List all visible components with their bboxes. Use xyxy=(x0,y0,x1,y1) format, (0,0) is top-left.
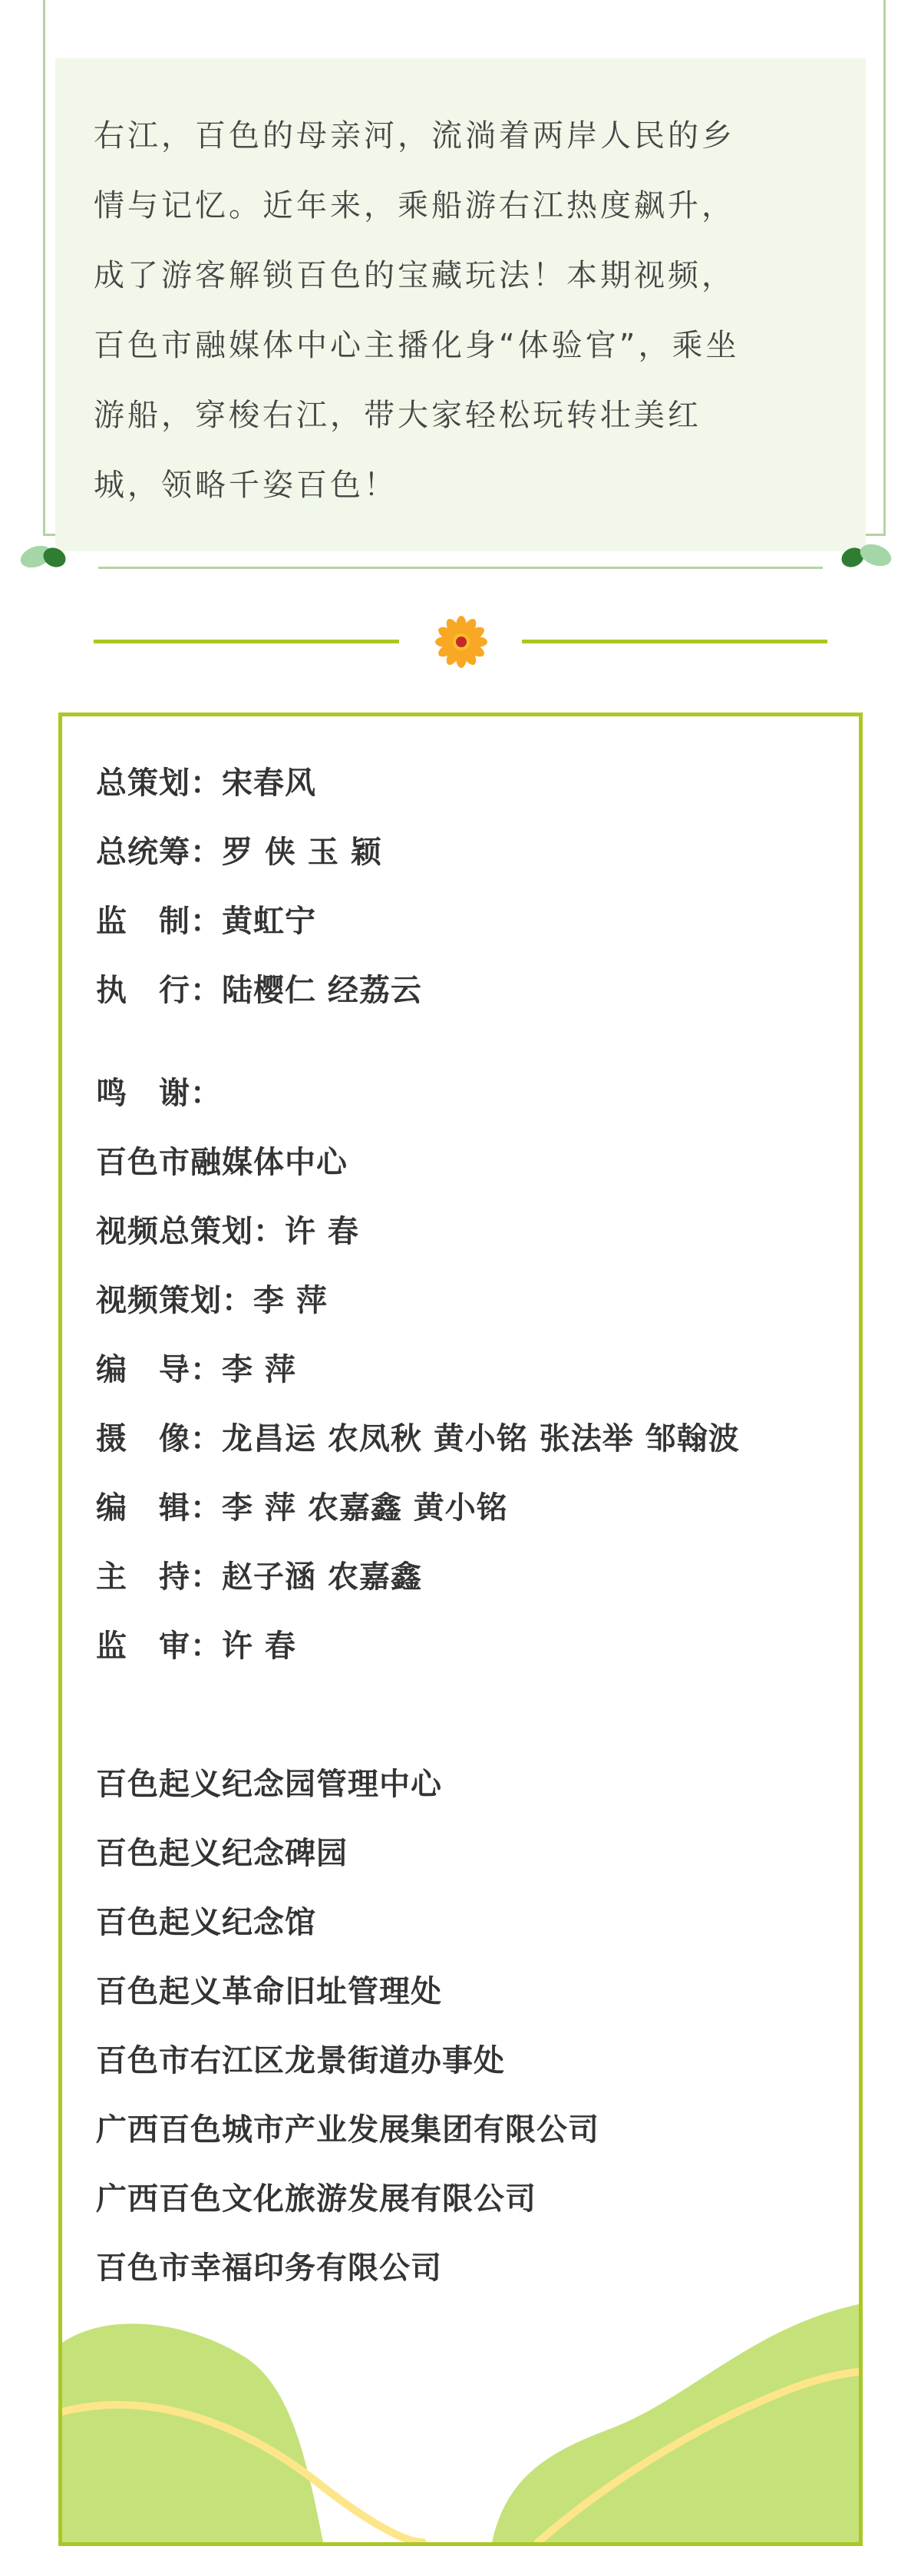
intro-line: 情与记忆。近年来，乘船游右江热度飙升， xyxy=(94,188,735,223)
organization-line: 百色市右江区龙景街道办事处 xyxy=(96,2043,505,2078)
credit-line: 百色市融媒体中心 xyxy=(96,1145,348,1180)
credit-line: 总策划：宋春风 xyxy=(96,766,316,801)
organization-line: 广西百色文化旅游发展有限公司 xyxy=(96,2181,536,2217)
landscape-decoration xyxy=(62,2297,859,2542)
organization-line: 广西百色城市产业发展集团有限公司 xyxy=(96,2112,599,2148)
intro-paragraph xyxy=(94,101,827,521)
credit-line: 监 制：黄虹宁 xyxy=(96,904,316,939)
credits-card xyxy=(58,713,863,2546)
credit-line: 编 辑：李 萍 农嘉鑫 黄小铭 xyxy=(96,1490,508,1526)
credit-line: 主 持：赵子涵 农嘉鑫 xyxy=(96,1559,422,1595)
credit-line: 总统筹：罗 侠 玉 颖 xyxy=(96,835,382,870)
credit-line: 鸣 谢： xyxy=(96,1076,222,1111)
intro-line: 右江，百色的母亲河，流淌着两岸人民的乡 xyxy=(94,118,735,154)
credit-line: 执 行：陆樱仁 经荔云 xyxy=(96,973,422,1008)
intro-line: 成了游客解锁百色的宝藏玩法！本期视频， xyxy=(94,258,735,293)
leaf-right-icon xyxy=(837,541,898,571)
credit-line: 摄 像：龙昌运 农凤秋 黄小铭 张法举 邹翰波 xyxy=(96,1421,740,1457)
intro-card xyxy=(55,58,866,551)
credit-line: 视频策划：李 萍 xyxy=(96,1283,328,1318)
intro-line: 城，领略千姿百色！ xyxy=(94,468,398,503)
divider-line-left xyxy=(94,640,399,643)
organization-line: 百色起义纪念碑园 xyxy=(96,1836,348,1871)
leaf-left-icon xyxy=(20,541,81,571)
credit-line: 编 导：李 萍 xyxy=(96,1352,296,1387)
divider-line-right xyxy=(522,640,827,643)
intro-bottom-line xyxy=(98,567,823,569)
intro-line: 百色市融媒体中心主播化身“体验官”，乘坐 xyxy=(94,328,740,363)
organization-line: 百色市幸福印务有限公司 xyxy=(96,2250,442,2286)
credits-content xyxy=(96,749,843,2303)
intro-line: 游船，穿梭右江，带大家轻松玩转壮美红 xyxy=(94,398,701,433)
credit-line: 监 审：许 春 xyxy=(96,1629,296,1664)
organization-line: 百色起义纪念园管理中心 xyxy=(96,1767,442,1802)
organization-line: 百色起义革命旧址管理处 xyxy=(96,1974,442,2009)
flower-icon xyxy=(434,614,489,670)
credit-line: 视频总策划：许 春 xyxy=(96,1214,359,1249)
organization-line: 百色起义纪念馆 xyxy=(96,1905,316,1940)
